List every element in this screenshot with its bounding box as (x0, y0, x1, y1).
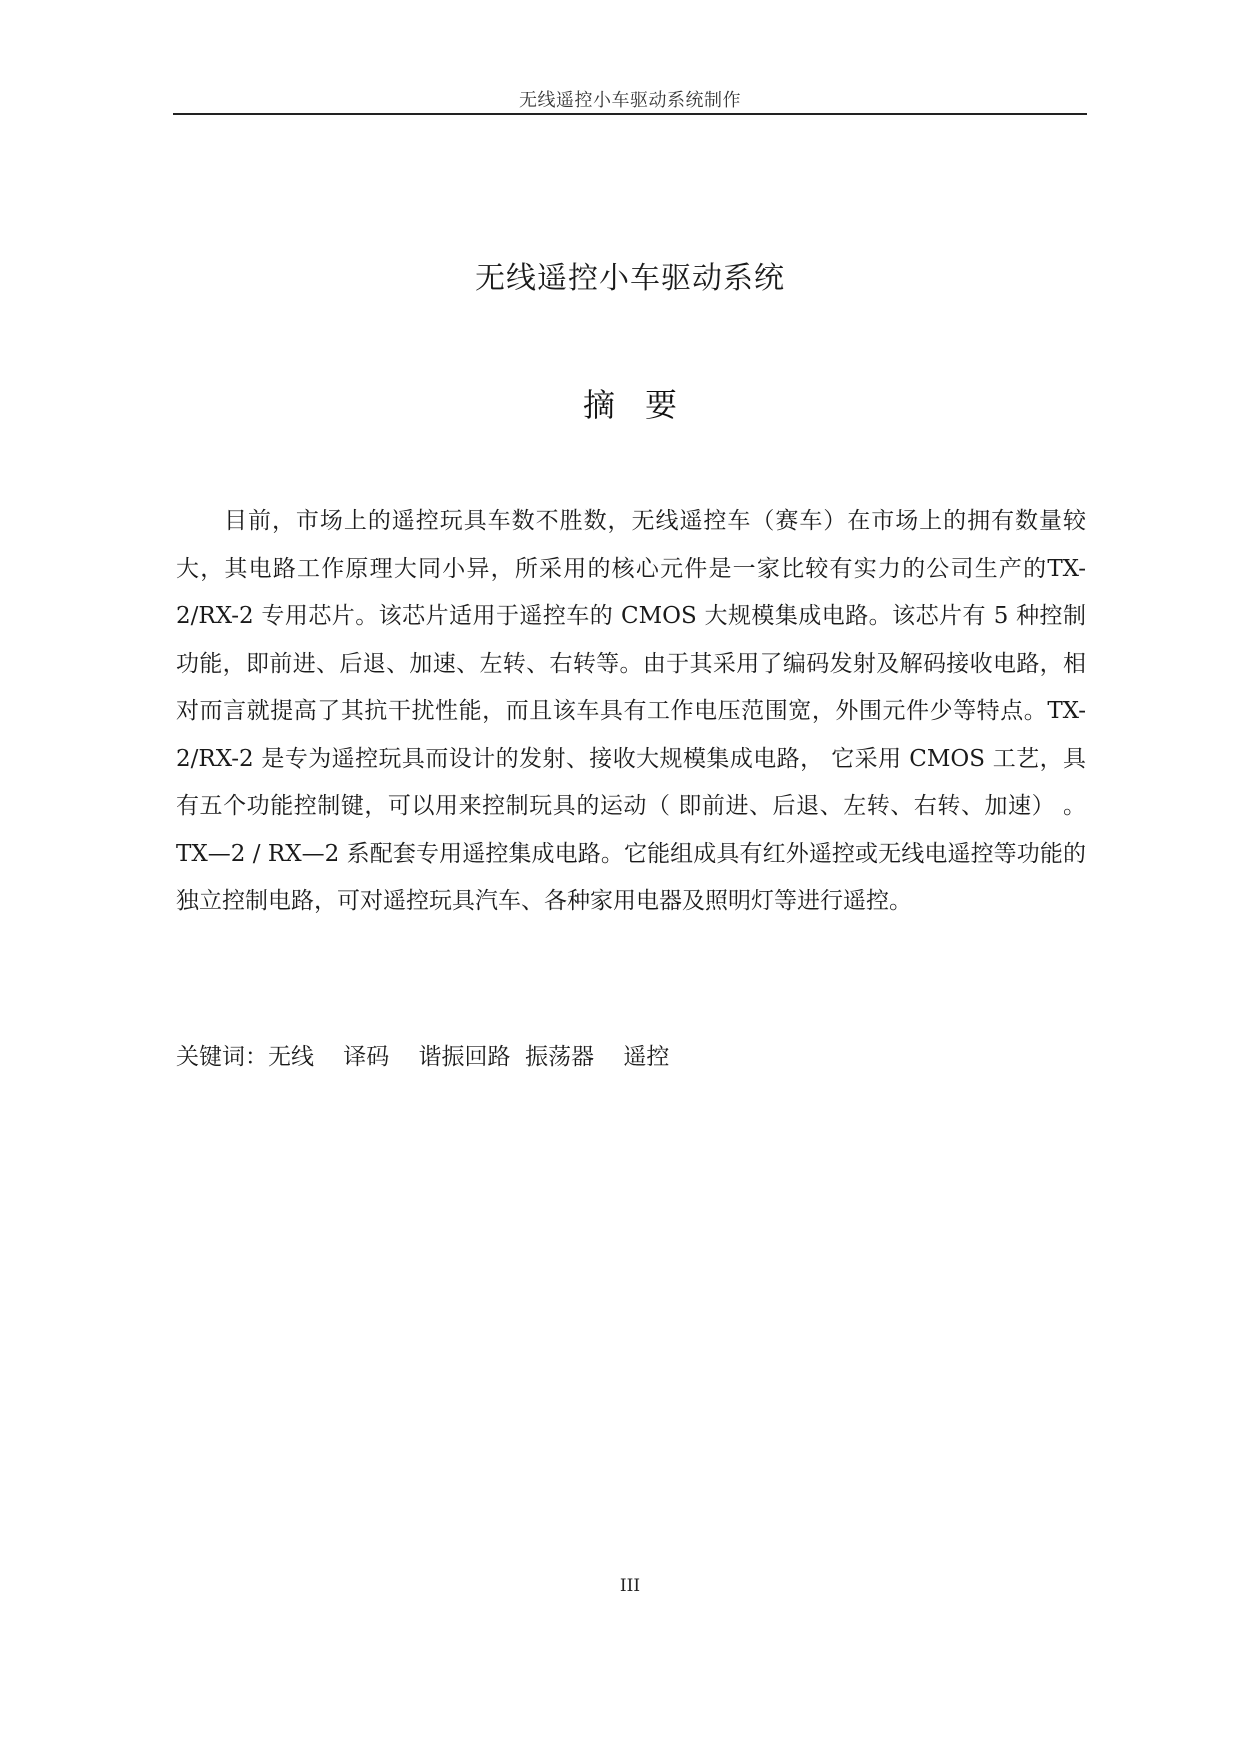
page-number: III (619, 1576, 641, 1596)
abstract-heading: 摘要 (582, 386, 707, 424)
running-header: 无线遥控小车驱动系统制作 (519, 90, 741, 111)
header-divider (173, 113, 1087, 115)
document-title: 无线遥控小车驱动系统 (475, 261, 785, 296)
keywords-line: 关键词：无线 译码 谐振回路 振荡器 遥控 (176, 1044, 670, 1070)
abstract-body: 目前，市场上的遥控玩具车数不胜数，无线遥控车（赛车）在市场上的拥有数量较大，其电路工作原理大同小异，所采用的核心元件是一家比较有实力的公司生产的TX-2/RX-2 专用芯片。该芯片适用于遥控车的 CMOS 大规模集成电路。该芯片有 5 种控制功能，即前进、后退、加速、左转、右转等。由于其采用了编码发射及解码接收电路，相对而言就提高了其抗干扰性能，而且该车具有工作电压范围宽，外围元件少等特点。TX-2/RX-2 是专为遥控玩具而设计的发射、接收大规模集成电路， 它采用 CMOS 工艺，具有五个功能控制键，可以用来控制玩具的运动（ 即前进、后退、左转、右转、加速） 。TX—2 / RX—2 系配套专用遥控集成电路。它能组成具有红外遥控或无线电遥控等功能的独立控制电路，可对遥控玩具汽车、各种家用电器及照明灯等进行遥控。 (176, 508, 1086, 914)
